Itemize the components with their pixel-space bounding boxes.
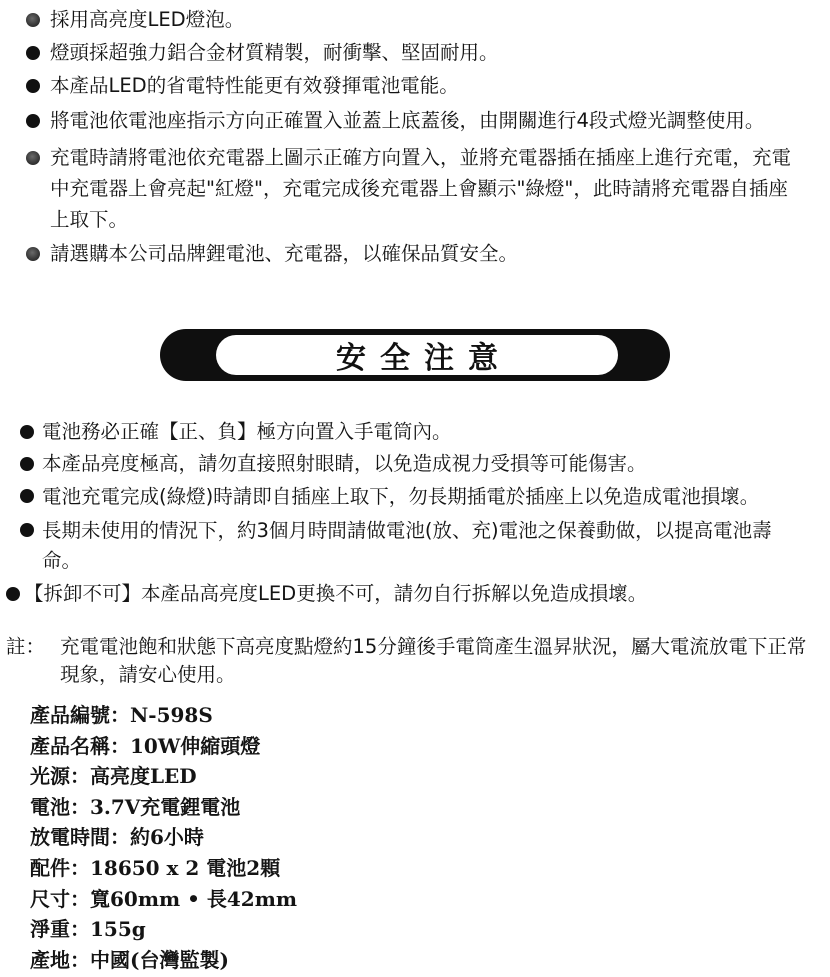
spec-runtime: 放電時間：約6小時 <box>30 825 204 850</box>
bullet-icon <box>26 151 40 165</box>
bullet-icon <box>20 523 34 537</box>
safety-text: 電池務必正確【正、負】極方向置入手電筒內。 <box>42 420 452 443</box>
note-text: 充電電池飽和狀態下高亮度點燈約15分鐘後手電筒產生溫昇狀況，屬大電流放電下正常現象，請安心使用。 <box>60 635 807 686</box>
bullet-icon <box>26 13 40 27</box>
safety-item <box>0 450 830 478</box>
spec-weight: 淨重：155g <box>30 917 146 942</box>
feature-text: 將電池依電池座指示方向正確置入並蓋上底蓋後，由開關進行4段式燈光調整使用。 <box>50 109 765 132</box>
safety-item <box>0 418 830 446</box>
feature-item <box>0 142 830 235</box>
feature-list <box>0 6 830 268</box>
spec-model: 產品編號：N-598S <box>30 703 213 727</box>
safety-text: 長期未使用的情況下，約3個月時間請做電池(放、充)電池之保養動做，以提高電池壽命。 <box>42 519 772 572</box>
feature-item <box>0 39 830 67</box>
spec-list <box>30 700 297 975</box>
bullet-icon <box>20 425 34 439</box>
safety-item <box>0 580 830 608</box>
safety-text: 電池充電完成(綠燈)時請即自插座上取下，勿長期插電於插座上以免造成電池損壞。 <box>42 485 760 508</box>
feature-item <box>0 6 830 34</box>
feature-text: 採用高亮度LED燈泡。 <box>50 8 245 31</box>
spec-dimensions: 尺寸：寬60mm • 長42mm <box>30 886 298 911</box>
safety-text: 【拆卸不可】本產品高亮度LED更換不可，請勿自行拆解以免造成損壞。 <box>24 582 648 605</box>
spec-name: 產品名稱：10W伸縮頭燈 <box>30 733 261 758</box>
safety-item <box>0 482 830 512</box>
safety-list <box>0 418 830 612</box>
bullet-icon <box>20 457 34 471</box>
feature-item <box>0 240 830 268</box>
note-label: 註： <box>6 635 46 658</box>
spec-battery: 電池：3.7V充電鋰電池 <box>30 794 241 819</box>
bullet-icon <box>26 79 40 93</box>
safety-banner-label <box>216 335 618 375</box>
bullet-icon <box>6 587 20 601</box>
feature-text: 本產品LED的省電特性能更有效發揮電池電能。 <box>50 74 459 97</box>
safety-item <box>0 516 830 576</box>
bullet-icon <box>20 489 34 503</box>
feature-text: 充電時請將電池依充電器上圖示正確方向置入，並將充電器插在插座上進行充電，充電中充電器上會亮起"紅燈"，充電完成後充電器上會顯示"綠燈"，此時請將充電器自插座上取下。 <box>50 146 792 231</box>
safety-title: 安全注意 <box>336 341 512 376</box>
bullet-icon <box>26 114 40 128</box>
feature-item <box>0 72 830 100</box>
bullet-icon <box>26 247 40 261</box>
feature-item <box>0 105 830 136</box>
safety-text: 本產品亮度極高，請勿直接照射眼睛，以免造成視力受損等可能傷害。 <box>42 452 647 475</box>
spec-accessories: 配件：18650 x 2 電池2顆 <box>30 855 281 880</box>
usage-note <box>6 633 822 689</box>
spec-origin: 產地：中國(台灣監製) <box>30 947 229 972</box>
feature-text: 燈頭採超強力鋁合金材質精製，耐衝擊、堅固耐用。 <box>50 41 499 64</box>
spec-light-source: 光源：高亮度LED <box>30 764 197 789</box>
bullet-icon <box>26 46 40 60</box>
feature-text: 請選購本公司品牌鋰電池、充電器，以確保品質安全。 <box>50 242 519 265</box>
